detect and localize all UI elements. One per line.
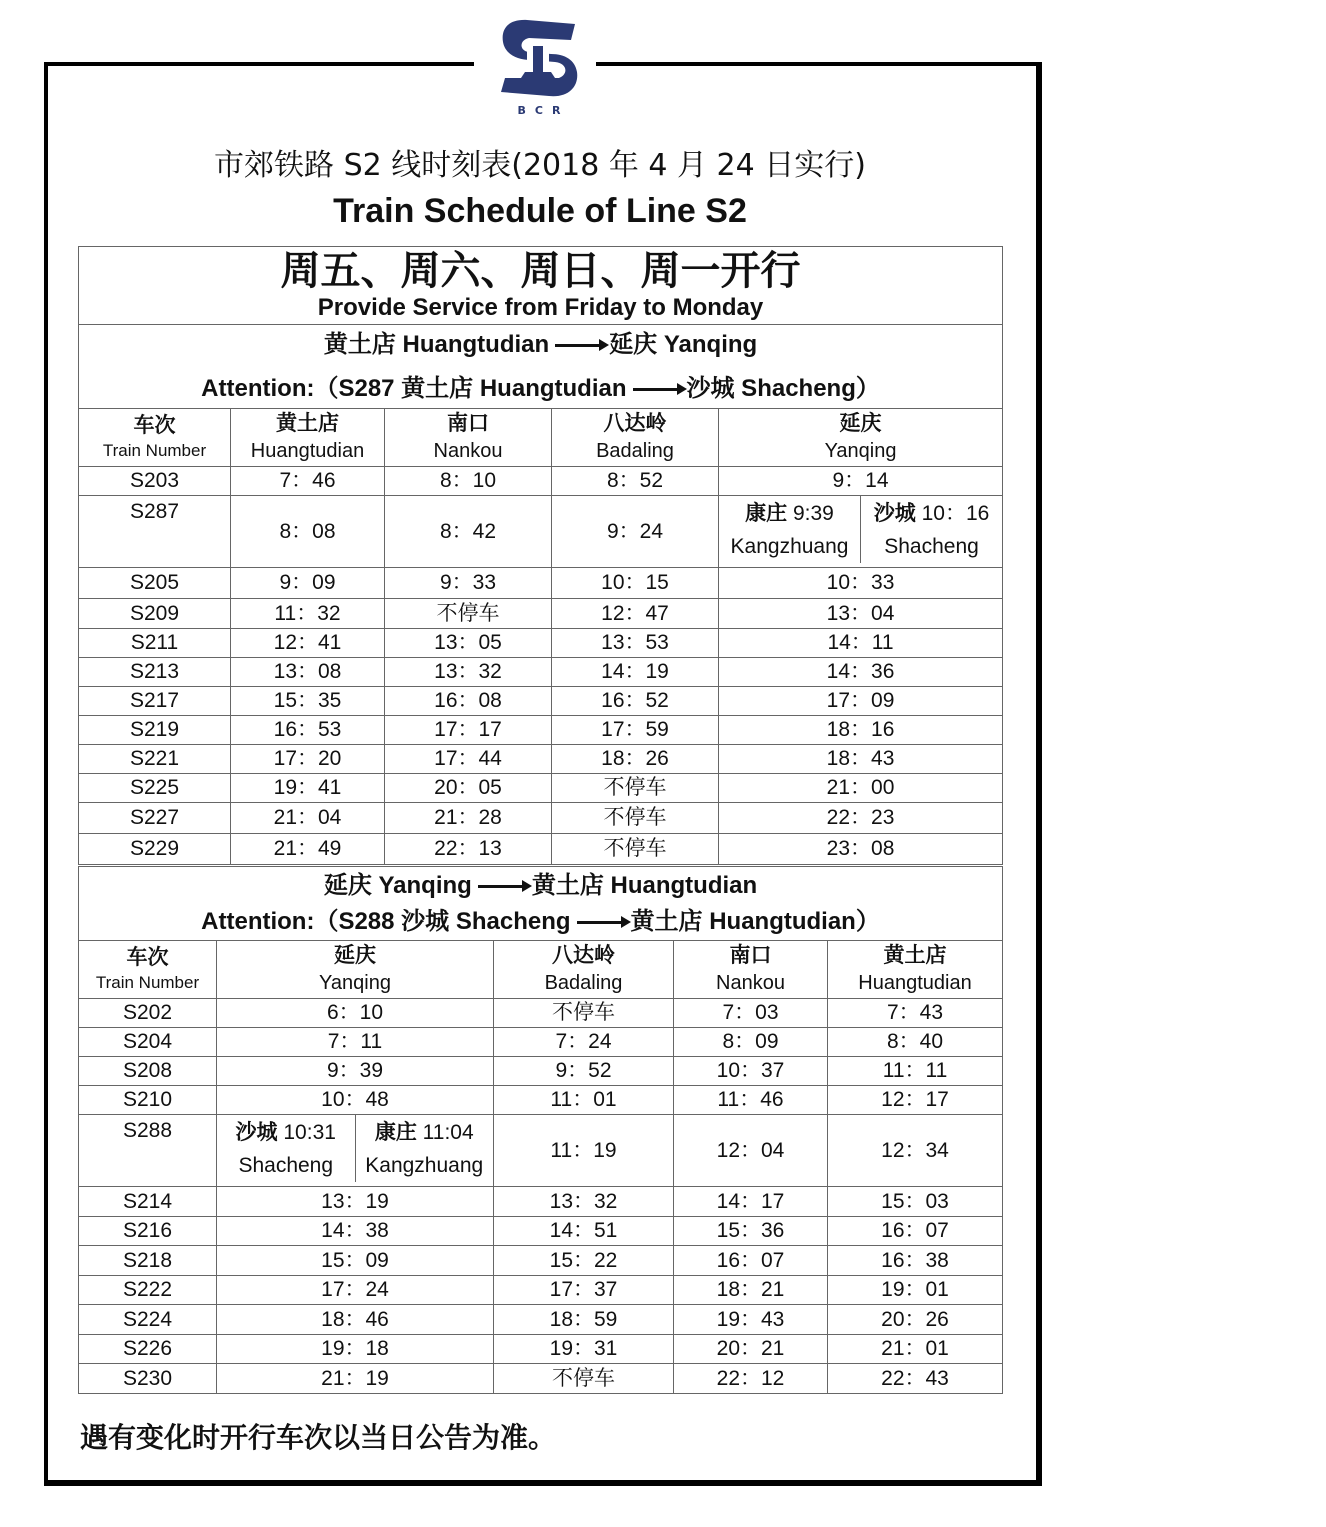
- time-cell: 13：08: [231, 658, 385, 687]
- stop-time: 10:31: [277, 1121, 336, 1144]
- table-row: [79, 745, 1003, 774]
- header-en: Badaling: [544, 972, 623, 995]
- stop-kangzhuang: [355, 1115, 493, 1182]
- header-station: [231, 409, 385, 467]
- train-number-cell: S217: [79, 687, 231, 716]
- page-title-cn: 市郊铁路 S2 线时刻表(2018 年 4 月 24 日实行): [214, 148, 866, 183]
- footer-note: 遇有变化时开行车次以当日公告为准。: [80, 1421, 557, 1454]
- time-cell: 不停车: [552, 834, 719, 865]
- time-cell: 13：32: [385, 658, 552, 687]
- time-cell: 13：19: [217, 1187, 494, 1217]
- outbound-schedule-table: [78, 246, 1003, 865]
- train-number-cell: S218: [79, 1246, 217, 1276]
- time-cell: 22：13: [385, 834, 552, 865]
- header-cn: 八达岭: [603, 411, 667, 435]
- time-cell-huangtudian: 8：08: [231, 496, 385, 568]
- time-cell: 20：05: [385, 774, 552, 803]
- train-number-cell: S205: [79, 568, 231, 599]
- inbound-direction-row: [79, 867, 1003, 941]
- stop-name-en: Kangzhuang: [365, 1153, 484, 1177]
- split-stop-cell: [217, 1115, 494, 1187]
- inbound-from: 延庆 Yanqing: [323, 871, 472, 899]
- header-cn: 延庆: [334, 943, 376, 967]
- time-cell: 17：37: [494, 1275, 674, 1305]
- time-cell: 18：43: [719, 745, 1003, 774]
- outbound-to: 延庆 Yanqing: [609, 330, 758, 358]
- arrow-right-icon: [577, 921, 627, 924]
- table-row: [79, 1216, 1003, 1246]
- header-cn: 黄土店: [276, 411, 339, 435]
- stop-shacheng: [861, 496, 1003, 563]
- train-number-cell: S210: [79, 1086, 217, 1115]
- stop-name-cn: 沙城: [235, 1121, 278, 1144]
- header-cn: 黄土店: [883, 943, 947, 967]
- table-row: [79, 467, 1003, 496]
- time-cell: 18：26: [552, 745, 719, 774]
- time-cell: 不停车: [552, 803, 719, 834]
- stop-name-en: Shacheng: [238, 1153, 334, 1177]
- time-cell: 9：52: [494, 1057, 674, 1086]
- time-cell: 11：11: [828, 1057, 1003, 1086]
- arrow-right-icon: [478, 885, 528, 888]
- train-number-cell: S209: [79, 599, 231, 629]
- train-number-cell: S214: [79, 1187, 217, 1217]
- bcr-logo: [494, 16, 584, 122]
- time-cell: 21：04: [231, 803, 385, 834]
- time-cell: 14：36: [719, 658, 1003, 687]
- time-cell: 19：43: [674, 1305, 828, 1335]
- service-days-en: Provide Service from Friday to Monday: [317, 294, 764, 322]
- train-number-cell: S221: [79, 745, 231, 774]
- time-cell: 17：24: [217, 1275, 494, 1305]
- header-en: Yanqing: [319, 972, 391, 995]
- train-number-cell: S287: [79, 496, 231, 568]
- train-number-cell: S222: [79, 1275, 217, 1305]
- time-cell: 13：32: [494, 1187, 674, 1217]
- header-cn: 南口: [447, 411, 489, 435]
- train-number-cell: S288: [79, 1115, 217, 1187]
- header-cn: 车次: [126, 945, 169, 969]
- time-cell-huangtudian: 12：34: [828, 1115, 1003, 1187]
- header-station: [494, 941, 674, 999]
- time-cell: 21：28: [385, 803, 552, 834]
- outbound-direction: [79, 328, 1002, 362]
- outbound-attention-prefix: Attention:（S287 黄土店 Huangtudian: [201, 374, 627, 402]
- outbound-direction-row: [79, 325, 1003, 409]
- time-cell: 21：19: [217, 1364, 494, 1394]
- header-station: [217, 941, 494, 999]
- table-row: [79, 599, 1003, 629]
- stop-kangzhuang: [719, 496, 861, 563]
- train-number-cell: S226: [79, 1334, 217, 1364]
- table-row: [79, 1057, 1003, 1086]
- time-cell: 6：10: [217, 999, 494, 1028]
- table-row: [79, 687, 1003, 716]
- time-cell: 15：03: [828, 1187, 1003, 1217]
- stop-time: 11:04: [416, 1121, 474, 1144]
- time-cell-badaling: 11：19: [494, 1115, 674, 1187]
- header-train-number: [79, 941, 217, 999]
- bcr-logo-text: BCR: [517, 104, 570, 117]
- time-cell-nankou: 12：04: [674, 1115, 828, 1187]
- table-row: [79, 1275, 1003, 1305]
- time-cell: 7：11: [217, 1028, 494, 1057]
- time-cell: 13：53: [552, 629, 719, 658]
- table-row: [79, 658, 1003, 687]
- train-number-cell: S229: [79, 834, 231, 865]
- time-cell: 12：17: [828, 1086, 1003, 1115]
- time-cell: 17：59: [552, 716, 719, 745]
- train-number-cell: S208: [79, 1057, 217, 1086]
- time-cell: 16：38: [828, 1246, 1003, 1276]
- time-cell: 8：09: [674, 1028, 828, 1057]
- table-row: [79, 834, 1003, 865]
- outbound-from: 黄土店 Huangtudian: [323, 330, 550, 358]
- time-cell: 不停车: [494, 999, 674, 1028]
- time-cell: 14：38: [217, 1216, 494, 1246]
- split-stop-cell: [719, 496, 1003, 568]
- time-cell: 9：09: [231, 568, 385, 599]
- time-cell: 11：32: [231, 599, 385, 629]
- time-cell: 11：46: [674, 1086, 828, 1115]
- train-number-cell: S202: [79, 999, 217, 1028]
- time-cell: 20：21: [674, 1334, 828, 1364]
- time-cell: 16：53: [231, 716, 385, 745]
- train-number-cell: S227: [79, 803, 231, 834]
- time-cell: 14：17: [674, 1187, 828, 1217]
- header-en: Nankou: [433, 440, 503, 463]
- table-row: [79, 999, 1003, 1028]
- time-cell: 15：09: [217, 1246, 494, 1276]
- time-cell: 8：40: [828, 1028, 1003, 1057]
- train-number-cell: S216: [79, 1216, 217, 1246]
- time-cell: 7：03: [674, 999, 828, 1028]
- outbound-attention-suffix: 沙城 Shacheng）: [686, 374, 880, 402]
- train-number-cell: S204: [79, 1028, 217, 1057]
- service-days-cn: 周五、周六、周日、周一开行: [280, 248, 801, 295]
- time-cell: 不停车: [385, 599, 552, 629]
- time-cell: 7：24: [494, 1028, 674, 1057]
- time-cell: 10：37: [674, 1057, 828, 1086]
- time-cell: 21：01: [828, 1334, 1003, 1364]
- train-number-cell: S219: [79, 716, 231, 745]
- time-cell: 17：17: [385, 716, 552, 745]
- train-number-cell: S224: [79, 1305, 217, 1335]
- table-row: [79, 716, 1003, 745]
- inbound-special-row-s288: [79, 1115, 1003, 1187]
- stop-name-cn: 康庄: [374, 1121, 417, 1144]
- time-cell: 不停车: [494, 1364, 674, 1394]
- outbound-direction-cell: [79, 325, 1003, 409]
- time-cell: 11：01: [494, 1086, 674, 1115]
- time-cell: 14：51: [494, 1216, 674, 1246]
- train-number-cell: S230: [79, 1364, 217, 1394]
- header-en: Huangtudian: [250, 440, 365, 463]
- time-cell: 7：46: [231, 467, 385, 496]
- arrow-right-icon: [633, 388, 683, 391]
- inbound-schedule-table: [78, 866, 1003, 1394]
- time-cell: 23：08: [719, 834, 1003, 865]
- frame-border-right: [1036, 62, 1042, 1485]
- frame-border-bottom: [44, 1480, 1042, 1486]
- inbound-direction-cell: [79, 867, 1003, 941]
- time-cell: 10：15: [552, 568, 719, 599]
- header-en: Yanqing: [824, 440, 897, 463]
- time-cell: 22：43: [828, 1364, 1003, 1394]
- time-cell: 18：46: [217, 1305, 494, 1335]
- time-cell: 9：33: [385, 568, 552, 599]
- time-cell: 16：07: [674, 1246, 828, 1276]
- time-cell: 21：00: [719, 774, 1003, 803]
- table-row: [79, 1334, 1003, 1364]
- header-station: [385, 409, 552, 467]
- train-number-cell: S211: [79, 629, 231, 658]
- table-row: [79, 1246, 1003, 1276]
- frame-border-top-left: [44, 62, 474, 66]
- train-number-cell: S213: [79, 658, 231, 687]
- time-cell: 10：48: [217, 1086, 494, 1115]
- service-days-cell: [79, 247, 1003, 325]
- time-cell: 22：23: [719, 803, 1003, 834]
- time-cell: 16：08: [385, 687, 552, 716]
- header-cn: 南口: [729, 943, 772, 967]
- inbound-attention: [79, 905, 1002, 939]
- time-cell: 8：10: [385, 467, 552, 496]
- stop-time: 10：16: [915, 502, 990, 525]
- time-cell-badaling: 9：24: [552, 496, 719, 568]
- header-en: Nankou: [716, 972, 785, 995]
- inbound-attention-suffix: 黄土店 Huangtudian）: [630, 907, 880, 935]
- inbound-direction: [79, 869, 1002, 903]
- header-cn: 八达岭: [552, 943, 615, 967]
- inbound-header-row: [79, 941, 1003, 999]
- header-cn: 车次: [133, 413, 176, 437]
- frame-border-top-right: [596, 62, 1042, 66]
- time-cell: 19：31: [494, 1334, 674, 1364]
- stop-name-cn: 康庄: [745, 502, 788, 525]
- arrow-right-icon: [555, 344, 605, 347]
- bcr-logo-mark-icon: [497, 16, 581, 102]
- time-cell: 8：52: [552, 467, 719, 496]
- time-cell: 17：20: [231, 745, 385, 774]
- time-cell: 21：49: [231, 834, 385, 865]
- header-station: [828, 941, 1003, 999]
- header-cn: 延庆: [839, 411, 882, 435]
- table-row: [79, 1028, 1003, 1057]
- time-cell: 18：59: [494, 1305, 674, 1335]
- time-cell: 18：16: [719, 716, 1003, 745]
- time-cell: 9：14: [719, 467, 1003, 496]
- table-row: [79, 1364, 1003, 1394]
- table-row: [79, 1086, 1003, 1115]
- time-cell: 14：19: [552, 658, 719, 687]
- frame-border-left: [44, 62, 48, 1485]
- table-row: [79, 774, 1003, 803]
- table-row: [79, 568, 1003, 599]
- time-cell: 19：18: [217, 1334, 494, 1364]
- service-days-row: [79, 247, 1003, 325]
- inbound-attention-prefix: Attention:（S288 沙城 Shacheng: [201, 907, 571, 935]
- time-cell: 20：26: [828, 1305, 1003, 1335]
- time-cell: 13：05: [385, 629, 552, 658]
- time-cell: 19：41: [231, 774, 385, 803]
- time-cell: 14：11: [719, 629, 1003, 658]
- header-station: [674, 941, 828, 999]
- outbound-special-row-s287: [79, 496, 1003, 568]
- train-number-cell: S203: [79, 467, 231, 496]
- header-en: Train Number: [95, 973, 200, 993]
- time-cell: 17：09: [719, 687, 1003, 716]
- time-cell: 7：43: [828, 999, 1003, 1028]
- time-cell: 22：12: [674, 1364, 828, 1394]
- time-cell: 19：01: [828, 1275, 1003, 1305]
- time-cell: 9：39: [217, 1057, 494, 1086]
- header-en: Badaling: [596, 440, 674, 463]
- stop-name-en: Kangzhuang: [730, 534, 849, 558]
- time-cell-nankou: 8：42: [385, 496, 552, 568]
- outbound-attention: [79, 372, 1002, 406]
- stop-shacheng: [217, 1115, 355, 1182]
- table-row: [79, 1187, 1003, 1217]
- time-cell: 13：04: [719, 599, 1003, 629]
- time-cell: 15：22: [494, 1246, 674, 1276]
- header-station: [552, 409, 719, 467]
- table-row: [79, 1305, 1003, 1335]
- time-cell: 不停车: [552, 774, 719, 803]
- time-cell: 17：44: [385, 745, 552, 774]
- table-row: [79, 629, 1003, 658]
- header-en: Train Number: [102, 441, 207, 461]
- time-cell: 15：36: [674, 1216, 828, 1246]
- time-cell: 10：33: [719, 568, 1003, 599]
- time-cell: 12：47: [552, 599, 719, 629]
- table-row: [79, 803, 1003, 834]
- header-train-number: [79, 409, 231, 467]
- time-cell: 18：21: [674, 1275, 828, 1305]
- stop-name-en: Shacheng: [884, 534, 979, 558]
- time-cell: 15：35: [231, 687, 385, 716]
- stop-name-cn: 沙城: [873, 502, 916, 525]
- inbound-to: 黄土店 Huangtudian: [531, 871, 758, 899]
- outbound-header-row: [79, 409, 1003, 467]
- page-title-en: Train Schedule of Line S2: [333, 192, 747, 230]
- time-cell: 16：52: [552, 687, 719, 716]
- time-cell: 16：07: [828, 1216, 1003, 1246]
- time-cell: 12：41: [231, 629, 385, 658]
- stop-time: 9:39: [787, 502, 834, 525]
- train-number-cell: S225: [79, 774, 231, 803]
- header-en: Huangtudian: [858, 972, 972, 995]
- header-station: [719, 409, 1003, 467]
